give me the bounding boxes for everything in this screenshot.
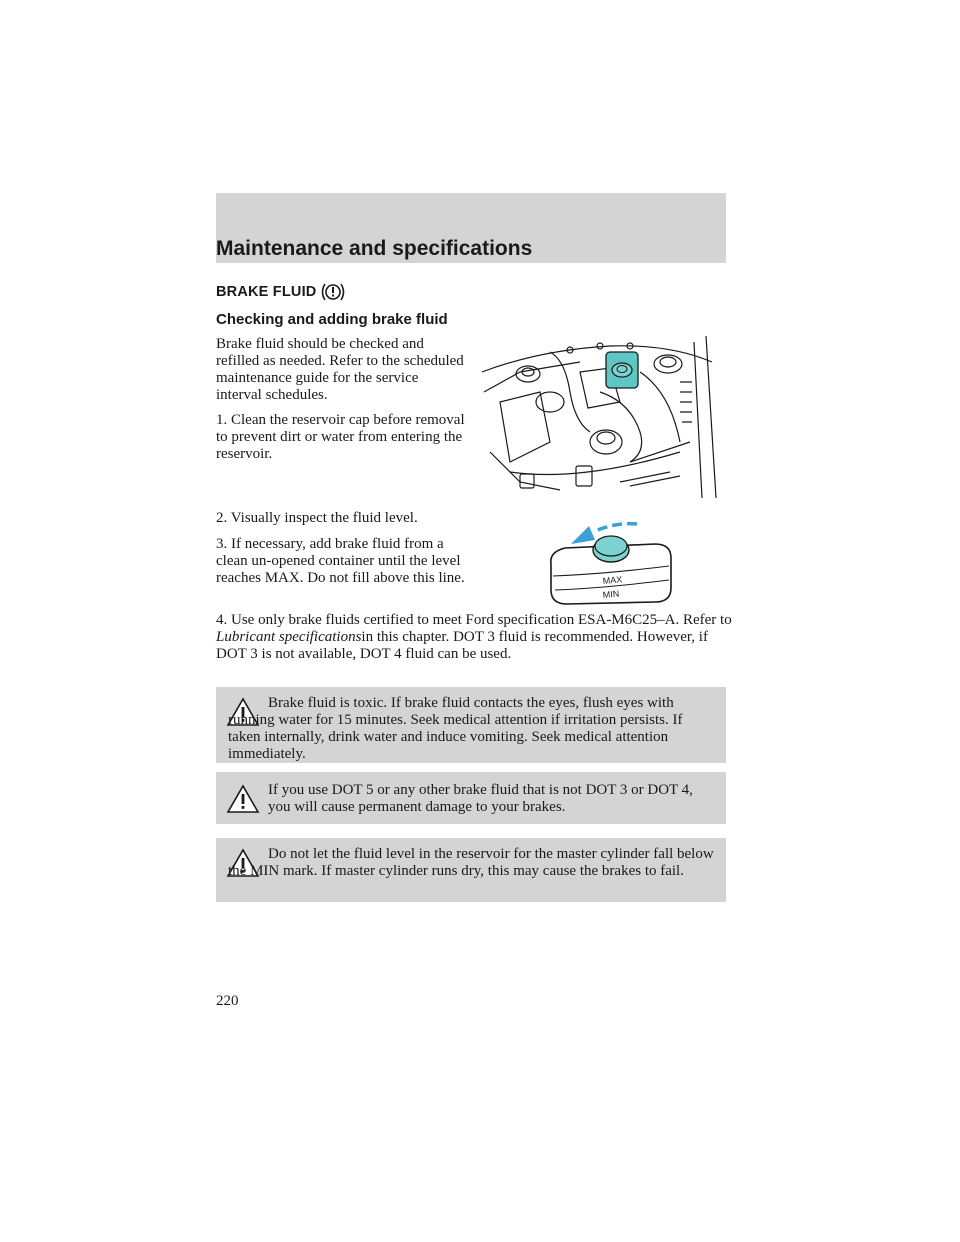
warning-box-min-level: [216, 838, 726, 902]
paragraph-intro: Brake fluid should be checked and refilled as needed. Refer to the scheduled maintenance guide for the service interval schedules.: [216, 336, 464, 403]
subsection-title: Checking and adding brake fluid: [216, 311, 448, 328]
warning-text-dot5: If you use DOT 5 or any other brake fluid that is not DOT 3 or DOT 4, you will cause permanent damage to your brakes.: [268, 782, 693, 815]
brake-fluid-reservoir-highlight: [606, 352, 638, 388]
section-title: [216, 282, 347, 302]
step-4-text-a: 4. Use only brake fluids certified to meet Ford specification ESA-M6C25–A. Refer to: [216, 612, 732, 628]
section-title-text: BRAKE FLUID: [216, 284, 317, 300]
page-header-title: Maintenance and specifications: [216, 237, 533, 260]
warning-text-toxic: Brake fluid is toxic. If brake fluid contacts the eyes, flush eyes with running water for 15 minutes. Seek medical attention if irritation persists. If taken internally, drink water and induce vomiting. Seek medical attention immediately.: [228, 695, 683, 762]
reservoir-max-label: MAX: [602, 574, 623, 586]
paragraph-step-1: 1. Clean the reservoir cap before removal to prevent dirt or water from entering the reservoir.: [216, 412, 465, 462]
warning-circle-icon: [319, 282, 347, 302]
warning-box-toxic: [216, 687, 726, 763]
cap-removal-arrow-icon: [593, 524, 637, 532]
brake-reservoir-illustration: [545, 518, 675, 606]
paragraph-step-3: 3. If necessary, add brake fluid from a clean un-opened container until the level reaches MAX. Do not fill above this line.: [216, 536, 465, 586]
engine-compartment-illustration: [480, 332, 726, 498]
warning-text-min-level: Do not let the fluid level in the reservoir for the master cylinder fall below the MIN mark. If master cylinder runs dry, this may cause the brakes to fail.: [228, 846, 714, 879]
page-number: 220: [216, 993, 239, 1009]
paragraph-step-2: 2. Visually inspect the fluid level.: [216, 510, 418, 526]
warning-triangle-icon: [226, 784, 260, 814]
warning-box-dot5: [216, 772, 726, 824]
paragraph-step-4: [216, 612, 736, 663]
step-4-text-b: in this chapter. DOT 3 fluid is recommended. However, if DOT 3 is not available, DOT 4 fluid can be used.: [216, 629, 708, 662]
reservoir-min-label: MIN: [602, 588, 620, 600]
lubricant-specifications-ref: Lubricant specifications: [216, 629, 362, 645]
